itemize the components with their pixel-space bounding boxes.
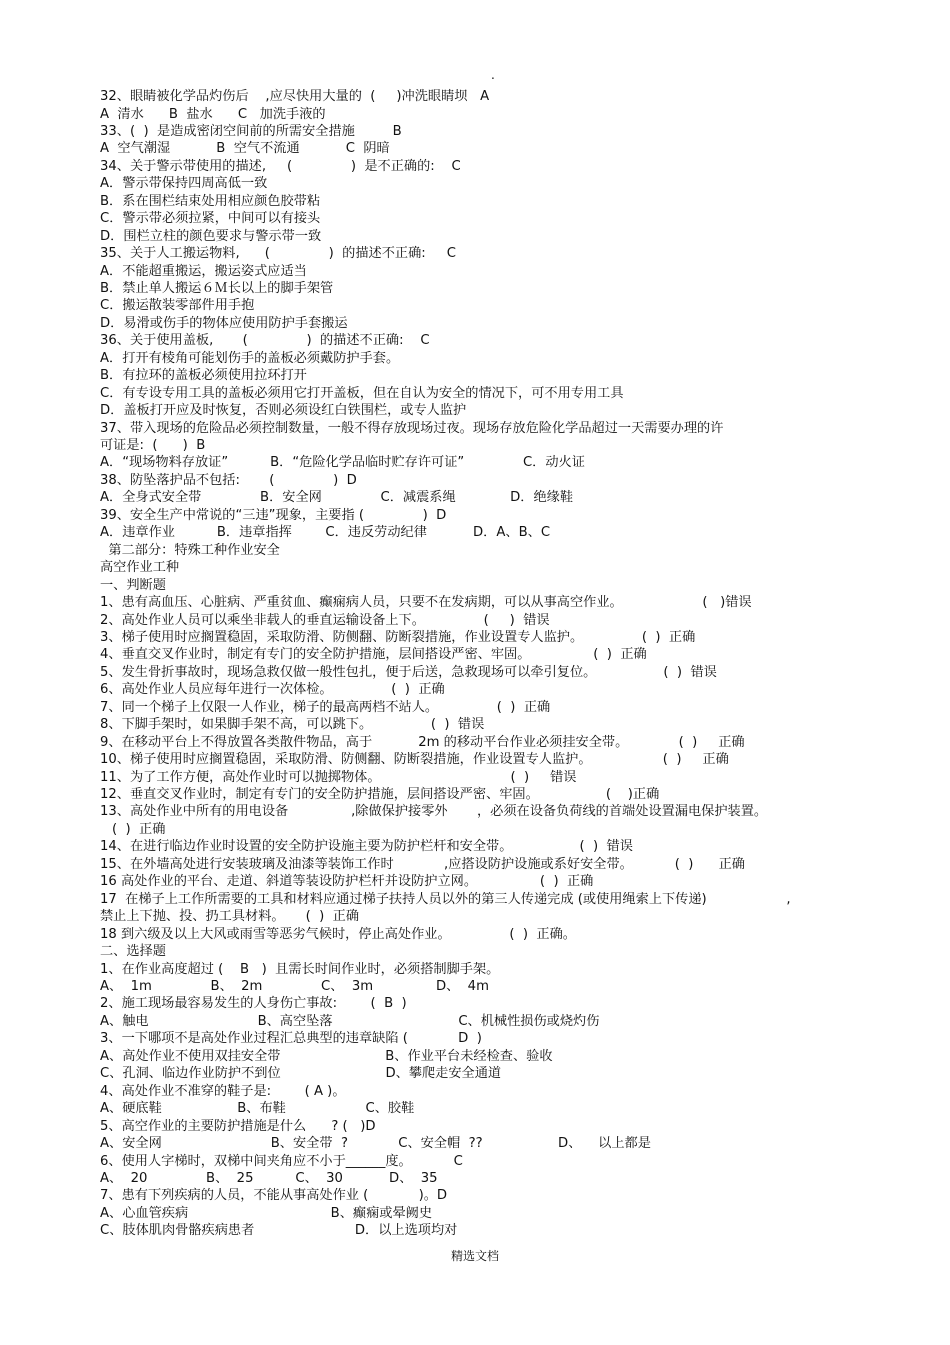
text-line: D．围栏立柱的颜色要求与警示带一致 xyxy=(100,228,322,244)
text-line: D．易滑或伤手的物体应使用防护手套搬运 xyxy=(100,315,348,331)
text-line: 1、在作业高度超过 ( B ) 且需长时间作业时，必须搭制脚手架。 xyxy=(100,961,500,977)
text-line: 7、同一个梯子上仅限一人作业，梯子的最高两档不站人。 ( ) 正确 xyxy=(100,699,551,715)
text-line: 5、高空作业的主要防护措施是什么 ? ( )D xyxy=(100,1118,376,1134)
text-line: 2、高处作业人员可以乘坐非载人的垂直运输设备上下。 ( ) 错误 xyxy=(100,612,550,628)
text-line: A、硬底鞋 B、布鞋 C、胶鞋 xyxy=(100,1101,415,1117)
text-line: D．盖板打开应及时恢复，否则必须设红白铁围栏，或专人监护 xyxy=(100,403,467,419)
text-line: 可证是: ( ) B xyxy=(100,438,206,453)
text-line: 6、使用人字梯时，双梯中间夹角应不小于______度。 C xyxy=(100,1153,463,1169)
text-line: B．系在围栏结束处用相应颜色胶带粘 xyxy=(100,193,321,209)
text-line: 12、垂直交叉作业时，制定有专门的安全防护措施，层间搭设严密、牢固。 ( )正确 xyxy=(100,787,660,802)
text-line: A 清水 B 盐水 C 加洗手液的 xyxy=(100,106,326,122)
text-line: A．全身式安全带 B．安全网 C．减震系绳 D．绝缘鞋 xyxy=(100,490,574,506)
text-line: A．警示带保持四周高低一致 xyxy=(100,176,268,192)
text-line: 高空作业工种 xyxy=(100,560,180,576)
text-line: B．禁止单人搬运６Ｍ长以上的脚手架管 xyxy=(100,280,334,296)
text-line: 35、关于人工搬运物料, ( ) 的描述不正确: C xyxy=(100,246,456,261)
text-line: 3、梯子使用时应搁置稳固，采取防滑、防侧翻、防断裂措施，作业设置专人监护。 ( ) 正确 xyxy=(100,629,696,645)
text-line: 36、关于使用盖板, ( ) 的描述不正确: C xyxy=(100,333,430,349)
text-line: A、安全网 B、安全带 ? C、安全帽 ?? D、 以上都是 xyxy=(100,1136,651,1151)
text-line: C．警示带必须拉紧，中间可以有接头 xyxy=(100,211,321,227)
text-line: C、孔洞、临边作业防护不到位 D、攀爬走安全通道 xyxy=(100,1066,502,1082)
text-line: 10、梯子使用时应搁置稳固，采取防滑、防侧翻、防断裂措施，作业设置专人监护。 ( ) 正确 xyxy=(100,752,729,768)
text-line: C．有专设专用工具的盖板必须用它打开盖板，但在自认为安全的情况下，可不用专用工具 xyxy=(100,385,624,401)
text-line: 38、防坠落护品不包括: ( ) D xyxy=(100,472,357,488)
text-line: 6、高处作业人员应每年进行一次体检。 ( ) 正确 xyxy=(100,682,445,698)
text-line: 37、带入现场的危险品必须控制数量，一般不得存放现场过夜。现场存放危险化学品超过一天需要办理的许 xyxy=(100,420,724,436)
text-line: C．搬运散装零部件用手抱 xyxy=(100,298,255,314)
text-line: A．“现场物料存放证” B．“危险化学品临时贮存许可证” C．动火证 xyxy=(100,455,585,471)
text-line: 4、垂直交叉作业时，制定有专门的安全防护措施，层间搭设严密、牢固。 ( ) 正确 xyxy=(100,647,647,663)
text-line: A、高处作业不使用双挂安全带 B、作业平台未经检查、验收 xyxy=(100,1048,553,1064)
text-line: 9、在移动平台上不得放置各类散件物品，高于 2m 的移动平台作业必须挂安全带。 ( ) 正确 xyxy=(100,734,745,750)
text-line: 11、为了工作方便，高处作业时可以抛掷物体。 ( ) 错误 xyxy=(100,769,577,785)
text-line: 16 高处作业的平台、走道、斜道等装设防护栏杆并设防护立网。 ( ) 正确 xyxy=(100,874,594,890)
text-line: 禁止上下抛、投、扔工具材料。 ( ) 正确 xyxy=(100,909,360,925)
text-line: 32、眼睛被化学品灼伤后 ,应尽快用大量的 ( )冲洗眼睛坝 A xyxy=(100,89,490,104)
text-line: A．违章作业 B．违章指挥 C．违反劳动纪律 D．A、B、C xyxy=(100,525,551,541)
text-line: 一、判断题 xyxy=(100,577,166,593)
text-line: 7、患有下列疾病的人员，不能从事高处作业 ( )。D xyxy=(100,1188,448,1204)
text-line: A 空气潮湿 B 空气不流通 C 阴暗 xyxy=(100,141,390,157)
text-line: 17 在梯子上工作所需要的工具和材料应通过梯子扶持人员以外的第三人传递完成 (或使用绳索上下传递) , xyxy=(100,891,791,907)
text-line: 二、选择题 xyxy=(100,944,166,959)
text-line: A、 20 B、 25 C、 30 D、 35 xyxy=(100,1170,438,1186)
text-line: 14、在进行临边作业时设置的安全防护设施主要为防护栏杆和安全带。 ( ) 错误 xyxy=(100,839,633,855)
text-line: A．打开有棱角可能划伤手的盖板必须戴防护手套。 xyxy=(100,350,400,366)
text-line: 第二部分：特殊工种作业安全 xyxy=(100,542,280,558)
text-line: 18 到六级及以上大风或雨雪等恶劣气候时，停止高处作业。 ( ) 正确。 xyxy=(100,926,576,942)
text-line: A、 1m B、 2m C、 3m D、 4m xyxy=(100,978,489,994)
text-line: 2、施工现场最容易发生的人身伤亡事故: ( B ) xyxy=(100,996,407,1012)
text-line: 4、高处作业不准穿的鞋子是: ( A )。 xyxy=(100,1083,346,1099)
text-line: 33、( ) 是造成密闭空间前的所需安全措施 B xyxy=(100,123,402,139)
text-line: 39、安全生产中常说的“三违”现象，主要指 ( ) D xyxy=(100,507,447,523)
text-line: 1、患有高血压、心脏病、严重贫血、癫痫病人员，只要不在发病期，可以从事高空作业。 ( )错误 xyxy=(100,595,752,610)
text-line: 15、在外墙高处进行安装玻璃及油漆等装饰工作时 ,应搭设防护设施或系好安全带。 ( ) 正确 xyxy=(100,856,745,872)
text-line: 34、关于警示带使用的描述, ( ) 是不正确的: C xyxy=(100,158,461,174)
text-line: A、触电 B、高空坠落 C、机械性损伤或烧灼伤 xyxy=(100,1013,600,1029)
text-line: A、心血管疾病 B、癫痫或晕阙史 xyxy=(100,1205,433,1221)
text-line: 5、发生骨折事故时，现场急救仅做一般性包扎，便于后送，急救现场可以牵引复位。 ( ) 错误 xyxy=(100,664,717,680)
text-line: A．不能超重搬运，搬运姿式应适当 xyxy=(100,263,307,279)
text-line: B．有拉环的盖板必须使用拉环打开 xyxy=(100,368,307,384)
text-line: 8、下脚手架时，如果脚手架不高，可以跳下。 ( ) 错误 xyxy=(100,717,485,733)
header-mark: . xyxy=(491,68,495,82)
text-line: ( ) 正确 xyxy=(112,821,166,837)
text-line: 3、一下哪项不是高处作业过程汇总典型的违章缺陷 ( D ) xyxy=(100,1031,482,1047)
page-footer: 精选文档 xyxy=(450,1249,499,1263)
text-line: C、肢体肌肉骨骼疾病患者 D．以上选项均对 xyxy=(100,1223,458,1239)
text-line: 13、高处作业中所有的用电设备 ,除做保护接零外 ，必须在设备负荷线的首端处设置漏电保护装置。 xyxy=(100,804,768,820)
